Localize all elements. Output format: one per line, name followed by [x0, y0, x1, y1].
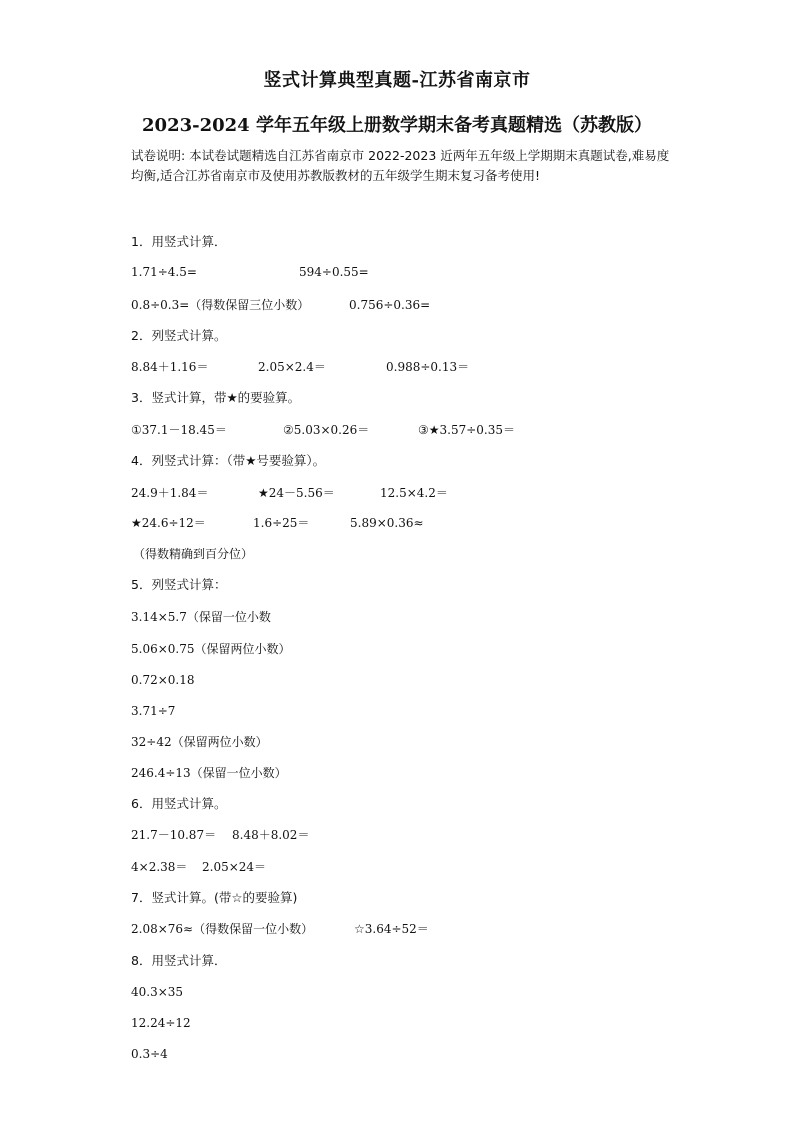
q7-expr-a: 2.08×76≈（得数保留一位小数）	[131, 922, 314, 936]
q5-heading: 5．列竖式计算：	[131, 577, 227, 592]
q5-item: 3.14×5.7（保留一位小数	[131, 610, 271, 624]
q4-expr-f: 5.89×0.36≈	[350, 516, 424, 530]
q7-heading: 7．竖式计算。(带☆的要验算)	[131, 890, 298, 905]
q5-item: 0.72×0.18	[131, 673, 195, 687]
q2-expr-c: 0.988÷0.13＝	[386, 360, 470, 374]
q6-expr-c: 4×2.38＝	[131, 860, 188, 874]
document-title: 竖式计算典型真题-江苏省南京市	[263, 70, 531, 91]
q5-item: 5.06×0.75（保留两位小数）	[131, 642, 291, 656]
q7-expr-b: ☆3.64÷52＝	[354, 922, 429, 936]
q5-item: 246.4÷13（保留一位小数）	[131, 766, 287, 780]
q4-expr-c: 12.5×4.2＝	[380, 486, 448, 500]
q4-expr-a: 24.9＋1.84＝	[131, 486, 209, 500]
q6-heading: 6．用竖式计算。	[131, 796, 227, 811]
q3-heading: 3．竖式计算，带★的要验算。	[131, 390, 301, 405]
q8-item: 12.24÷12	[131, 1016, 191, 1030]
q4-heading: 4．列竖式计算：（带★号要验算）。	[131, 453, 326, 468]
q5-item: 3.71÷7	[131, 704, 176, 718]
q3-expr-a: ①37.1－18.45＝	[131, 423, 227, 437]
q1-heading: 1．用竖式计算．	[131, 234, 227, 249]
q4-note: （得数精确到百分位）	[133, 547, 254, 561]
q6-expr-b: 8.48＋8.02＝	[232, 828, 310, 842]
q4-expr-e: 1.6÷25＝	[253, 516, 310, 530]
q2-expr-b: 2.05×2.4＝	[258, 360, 326, 374]
q3-expr-b: ②5.03×0.26＝	[283, 423, 370, 437]
q5-item: 32÷42（保留两位小数）	[131, 735, 268, 749]
q6-expr-a: 21.7－10.87＝	[131, 828, 217, 842]
document-subtitle: 2023-2024 学年五年级上册数学期末备考真题精选（苏教版）	[142, 115, 652, 136]
q1-expr-a: 1.71÷4.5=	[131, 265, 197, 279]
q1-expr-c: 0.8÷0.3=（得数保留三位小数）	[131, 298, 310, 312]
q4-expr-b: ★24－5.56＝	[258, 486, 335, 500]
q2-heading: 2．列竖式计算。	[131, 328, 227, 343]
q3-expr-c: ③★3.57÷0.35＝	[418, 423, 516, 437]
q2-expr-a: 8.84＋1.16＝	[131, 360, 209, 374]
q4-expr-d: ★24.6÷12＝	[131, 516, 206, 530]
q1-expr-d: 0.756÷0.36=	[349, 298, 431, 312]
q8-heading: 8．用竖式计算．	[131, 953, 227, 968]
q8-item: 40.3×35	[131, 985, 184, 999]
q1-expr-b: 594÷0.55=	[299, 265, 369, 279]
q8-item: 0.3÷4	[131, 1047, 168, 1061]
q6-expr-d: 2.05×24＝	[202, 860, 267, 874]
document-description: 试卷说明: 本试卷试题精选自江苏省南京市 2022-2023 近两年五年级上学期期末真题试卷,难易度均衡,适合江苏省南京市及使用苏教版教材的五年级学生期末复习备考使用!	[131, 148, 670, 183]
